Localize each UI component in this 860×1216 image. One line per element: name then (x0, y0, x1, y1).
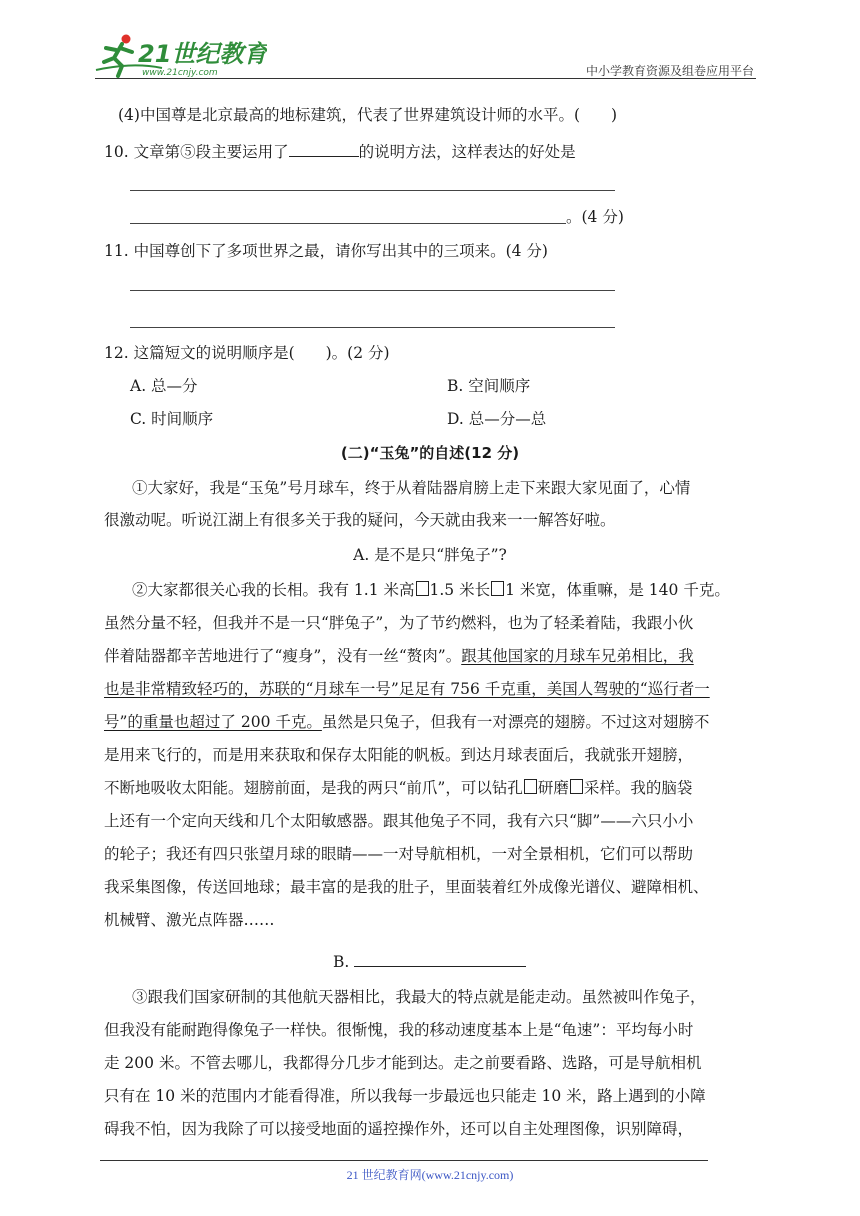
missing-punct-box[interactable] (416, 581, 429, 596)
missing-punct-box[interactable] (491, 581, 504, 596)
section-title: (二)“玉兔”的自述(12 分) (340, 444, 520, 462)
paragraph-1-line-2: 很激动呢。听说江湖上有很多关于我的疑问，今天就由我来一一解答好啦。 (104, 511, 616, 529)
paragraph-2-line-3: 伴着陆器都辛苦地进行了“瘦身”，没有一丝“赘肉”。跟其他国家的月球车兄弟相比，我 (104, 647, 694, 665)
question-10-blank[interactable] (289, 141, 359, 157)
paragraph-2-line-5: 号”的重量也超过了 200 千克。虽然是只兔子，但我有一对漂亮的翅膀。不过这对翅膀不 (104, 713, 710, 731)
paragraph-1-line-1: ①大家好，我是“玉兔”号月球车，终于从着陆器肩膀上走下来跟大家见面了，心情 (132, 479, 691, 497)
paragraph-2-line-1: ②大家都很关心我的长相。我有 1.1 米高 1.5 米长 1 米宽，体重嘛，是 140 千克。 (132, 581, 730, 599)
missing-punct-box[interactable] (570, 779, 583, 794)
option-12-a[interactable]: A. 总—分 (130, 377, 198, 395)
paragraph-3-line-1: ③跟我们国家研制的其他航天器相比，我最大的特点就是能走动。虽然被叫作兔子， (132, 988, 706, 1006)
subheading-b: B. (333, 951, 526, 972)
question-10-prefix: 10. 文章第⑤段主要运用了 (104, 143, 289, 161)
answer-line-10-2[interactable] (130, 223, 566, 224)
question-10-score: 。(4 分) (566, 208, 624, 226)
paragraph-3-line-2: 但我没有能耐跑得像兔子一样快。很惭愧，我的移动速度基本上是“龟速”：平均每小时 (104, 1021, 694, 1039)
question-10 (104, 141, 576, 162)
paragraph-2-line-9: 的轮子；我还有四只张望月球的眼睛——一对导航相机，一对全景相机，它们可以帮助 (104, 845, 694, 863)
question-12: 12. 这篇短文的说明顺序是( )。(2 分) (104, 344, 390, 362)
underlined-sentence-end: 号”的重量也超过了 200 千克。 (104, 713, 322, 731)
paragraph-2-line-7: 不断地吸收太阳能。翅膀前面，是我的两只“前爪”，可以钻孔 研磨 采样。我的脑袋 (104, 779, 693, 797)
paragraph-3-line-3: 走 200 米。不管去哪儿，我都得分几步才能到达。走之前要看路、选路，可是导航相机 (104, 1054, 702, 1072)
answer-line-10-1[interactable] (130, 190, 615, 191)
platform-name: 中小学教育资源及组卷应用平台 (585, 64, 754, 78)
paragraph-2-line-11: 机械臂、激光点阵器…… (104, 911, 275, 929)
logo-url: www.21cnjy.com (142, 68, 218, 78)
question-10-suffix: 的说明方法，这样表达的好处是 (358, 143, 576, 161)
option-12-c[interactable]: C. 时间顺序 (130, 410, 214, 428)
question-9-4: (4)中国尊是北京最高的地标建筑，代表了世界建筑设计师的水平。( ) (118, 106, 618, 124)
footer-divider (100, 1160, 708, 1161)
site-logo (92, 32, 267, 80)
subheading-b-blank[interactable] (354, 951, 526, 967)
question-11: 11. 中国尊创下了多项世界之最，请你写出其中的三项来。(4 分) (104, 242, 548, 260)
answer-line-11-2[interactable] (130, 327, 615, 328)
paragraph-2-line-8: 上还有一个定向天线和几个太阳敏感器。跟其他兔子不同，我有六只“脚”——六只小小 (104, 812, 694, 830)
logo-text: 21世纪教育 (138, 40, 267, 68)
paragraph-2-line-2: 虽然分量不轻，但我并不是一只“胖兔子”，为了节约燃料，也为了轻柔着陆，我跟小伙 (104, 614, 694, 632)
option-12-b[interactable]: B. 空间顺序 (447, 377, 531, 395)
underlined-sentence: 跟其他国家的月球车兄弟相比，我 (461, 647, 694, 665)
option-12-d[interactable]: D. 总—分—总 (447, 410, 547, 428)
subheading-a: A. 是不是只“胖兔子”? (353, 546, 507, 564)
paragraph-3-line-5: 碍我不怕，因为我除了可以接受地面的遥控操作外，还可以自主处理图像，识别障碍， (104, 1120, 694, 1138)
paragraph-3-line-4: 只有在 10 米的范围内才能看得准，所以我每一步最远也只能走 10 米，路上遇到的小障 (104, 1087, 706, 1105)
paragraph-2-line-4: 也是非常精致轻巧的，苏联的“月球车一号”足足有 756 千克重，美国人驾驶的“巡行者一 (104, 680, 710, 698)
paragraph-2-line-6: 是用来飞行的，而是用来获取和保存太阳能的帆板。到达月球表面后，我就张开翅膀， (104, 746, 694, 764)
footer-link[interactable]: 21 世纪教育网(www.21cnjy.com) (346, 1168, 514, 1182)
missing-punct-box[interactable] (524, 779, 537, 794)
header-divider (95, 78, 756, 79)
answer-line-11-1[interactable] (130, 290, 615, 291)
paragraph-2-line-10: 我采集图像，传送回地球；最丰富的是我的肚子，里面装着红外成像光谱仪、避障相机、 (104, 878, 709, 896)
